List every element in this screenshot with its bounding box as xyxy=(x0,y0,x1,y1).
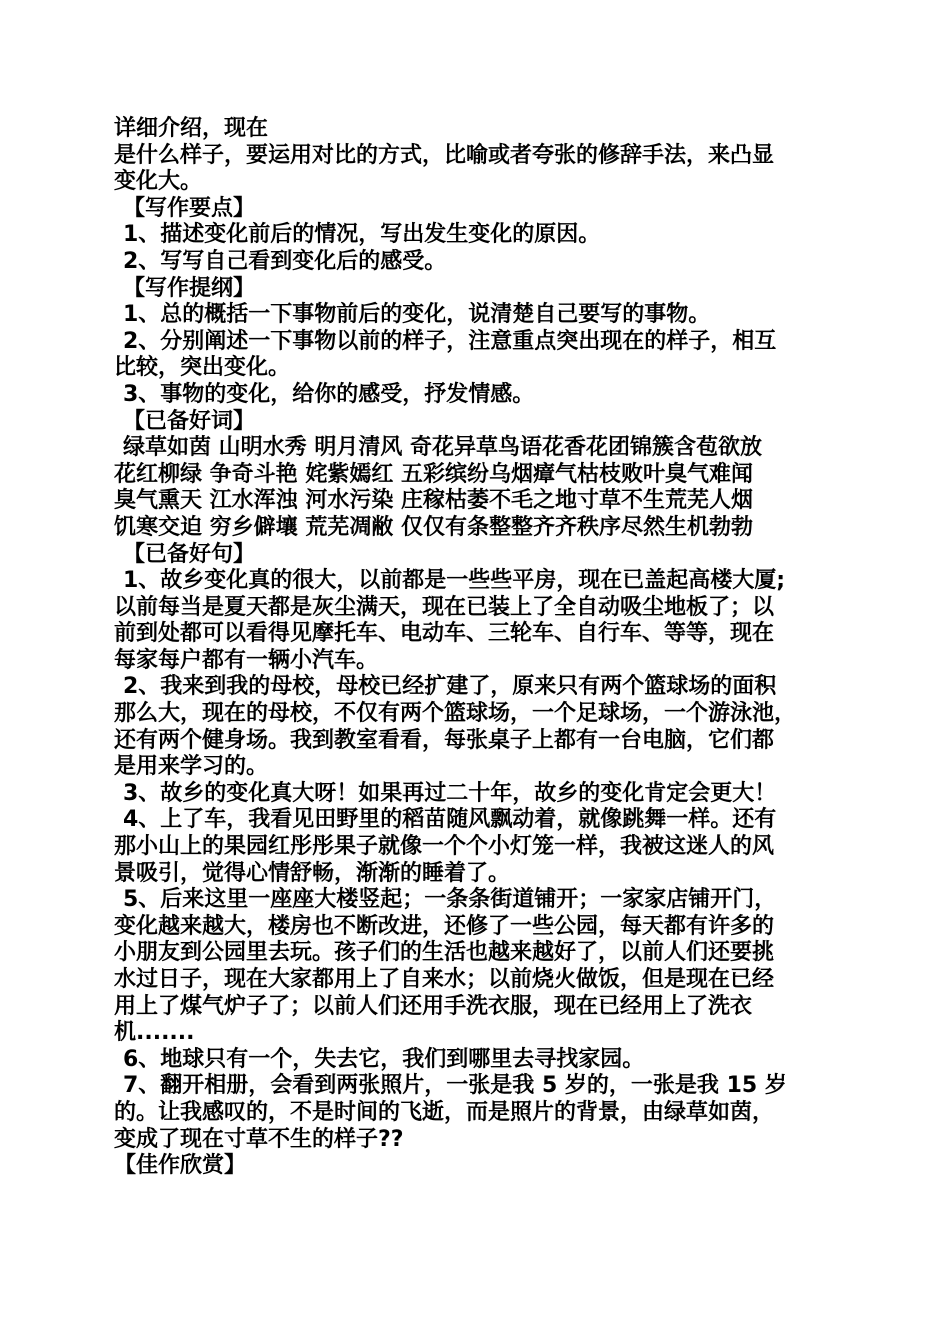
sentence-4-line-2: 那小山上的果园红彤彤果子就像一个个小灯笼一样，我被这迷人的风 xyxy=(114,834,775,860)
section-heading-good-sentences: 【已备好句】 xyxy=(123,541,256,567)
section-heading-good-words: 【已备好词】 xyxy=(123,408,256,434)
sentence-7-line-2: 的。让我感叹的，不是时间的飞逝，而是照片的背景，由绿草如茵， xyxy=(114,1099,775,1125)
sentence-6-line-1: 6、地球只有一个，失去它，我们到哪里去寻找家园。 xyxy=(123,1046,645,1072)
sentence-5-line-2: 变化越来越大，楼房也不断改进，还修了一些公园，每天都有许多的 xyxy=(114,913,775,939)
words-line-4: 饥寒交迫 穷乡僻壤 荒芜凋敝 仅仅有条整整齐齐秩序尽然生机勃勃 xyxy=(114,514,753,540)
list-item-outline-2-cont: 比较，突出变化。 xyxy=(114,355,291,381)
sentence-5-line-4: 水过日子，现在大家都用上了自来水；以前烧火做饭，但是现在已经 xyxy=(114,967,775,992)
sentence-1-line-2: 以前每当是夏天都是灰尘满天，现在已装上了全自动吸尘地板了；以 xyxy=(114,594,775,620)
sentence-2-line-3: 还有两个健身场。我到教室看看，每张桌子上都有一台电脑，它们都 xyxy=(114,727,775,753)
sentence-5-line-5: 用上了煤气炉子了；以前人们还用手洗衣服，现在已经用上了洗衣 xyxy=(114,993,753,1019)
sentence-2-line-1: 2、我来到我的母校，母校已经扩建了，原来只有两个篮球场的面积 xyxy=(123,674,777,700)
list-item-outline-2: 2、分别阐述一下事物以前的样子，注意重点突出现在的样子，相互 xyxy=(123,328,777,354)
sentence-5-line-1: 5、后来这里一座座大楼竖起；一条条街道铺开；一家家店铺开门， xyxy=(123,887,777,913)
sentence-1-line-4: 每家每户都有一辆小汽车。 xyxy=(114,647,379,673)
sentence-1-line-1: 1、故乡变化真的很大，以前都是一些些平房，现在已盖起高楼大厦; xyxy=(123,568,786,594)
words-line-3: 臭气熏天 江水浑浊 河水污染 庄稼枯萎不毛之地寸草不生荒芜人烟 xyxy=(114,488,753,514)
text-line-intro-2: 是什么样子，要运用对比的方式，比喻或者夸张的修辞手法，来凸显 xyxy=(114,142,775,168)
text-line-intro-1: 详细介绍，现在 xyxy=(114,116,269,141)
list-item-outline-1: 1、总的概括一下事物前后的变化，说清楚自己要写的事物。 xyxy=(123,302,711,328)
sentence-5-line-3: 小朋友到公园里去玩。孩子们的生活也越来越好了，以前人们还要挑 xyxy=(114,940,775,966)
list-item-writing-point-2: 2、写写自己看到变化后的感受。 xyxy=(123,248,447,274)
section-heading-model-essay: 【佳作欣赏】 xyxy=(114,1153,247,1179)
sentence-4-line-1: 4、上了车，我看见田野里的稻苗随风飘动着，就像跳舞一样。还有 xyxy=(123,807,777,833)
sentence-7-line-3: 变成了现在寸草不生的样子?? xyxy=(114,1126,404,1152)
sentence-5-line-6: 机....... xyxy=(114,1020,195,1046)
sentence-7-line-1: 7、翻开相册，会看到两张照片，一张是我 5 岁的，一张是我 15 岁 xyxy=(123,1073,787,1099)
sentence-4-line-3: 景吸引，觉得心情舒畅，渐渐的睡着了。 xyxy=(114,860,511,886)
document-body xyxy=(114,116,842,1180)
sentence-3-line-1: 3、故乡的变化真大呀！如果再过二十年，故乡的变化肯定会更大！ xyxy=(123,780,777,806)
sentence-1-line-3: 前到处都可以看得见摩托车、电动车、三轮车、自行车、等等，现在 xyxy=(114,621,775,647)
sentence-2-line-2: 那么大，现在的母校，不仅有两个篮球场，一个足球场，一个游泳池， xyxy=(114,701,797,727)
list-item-writing-point-1: 1、描述变化前后的情况，写出发生变化的原因。 xyxy=(123,222,601,248)
words-line-2: 花红柳绿 争奇斗艳 姹紫嫣红 五彩缤纷乌烟瘴气枯枝败叶臭气难闻 xyxy=(114,461,753,487)
list-item-outline-3: 3、事物的变化，给你的感受，抒发情感。 xyxy=(123,381,535,407)
words-line-1: 绿草如茵 山明水秀 明月清风 奇花异草鸟语花香花团锦簇含苞欲放 xyxy=(123,435,762,461)
text-line-intro-3: 变化大。 xyxy=(114,169,203,195)
section-heading-writing-points: 【写作要点】 xyxy=(123,195,256,221)
sentence-2-line-4: 是用来学习的。 xyxy=(114,754,269,780)
section-heading-outline: 【写作提纲】 xyxy=(123,275,256,301)
